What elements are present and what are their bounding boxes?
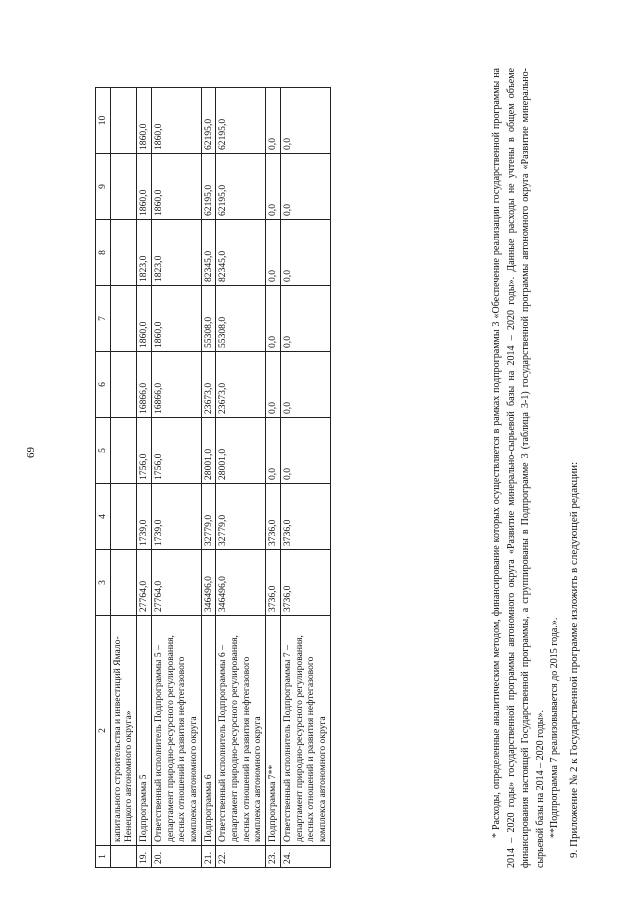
- value-cell: 82345,0: [216, 220, 266, 286]
- value-cell: 0,0: [266, 220, 281, 286]
- row-name: Ответственный исполнитель Подпрограммы 5 – департамент природно-ресурсного регулирования, лесных отношений и развития нефтегазового комплекса автономного округа: [151, 616, 201, 846]
- financing-table: [95, 87, 331, 868]
- value-cell: 62195,0: [201, 88, 216, 154]
- value-cell: 346496,0: [201, 550, 216, 616]
- value-cell: 16866,0: [137, 352, 152, 418]
- value-cell: 3736,0: [280, 484, 330, 550]
- value-cell: 55308,0: [201, 286, 216, 352]
- value-cell: 1739,0: [137, 484, 152, 550]
- value-cell: 32779,0: [216, 484, 266, 550]
- value-cell: 1756,0: [137, 418, 152, 484]
- value-cell: 28001,0: [216, 418, 266, 484]
- value-cell: [110, 88, 136, 154]
- table-row: [151, 88, 201, 868]
- row-number: 21.: [201, 846, 216, 868]
- value-cell: 3736,0: [266, 550, 281, 616]
- header-cell: 4: [96, 484, 111, 550]
- value-cell: 0,0: [266, 352, 281, 418]
- value-cell: 27764,0: [151, 550, 201, 616]
- value-cell: 1860,0: [137, 286, 152, 352]
- value-cell: [110, 286, 136, 352]
- table-row: [266, 88, 281, 868]
- row-number: [110, 846, 136, 868]
- value-cell: 0,0: [280, 88, 330, 154]
- value-cell: 0,0: [266, 418, 281, 484]
- row-name: Ответственный исполнитель Подпрограммы 7 – департамент природно-ресурсного регулирования, лесных отношений и развития нефтегазового комплекса автономного округа: [280, 616, 330, 846]
- value-cell: 0,0: [280, 220, 330, 286]
- value-cell: 27764,0: [137, 550, 152, 616]
- value-cell: 1860,0: [151, 154, 201, 220]
- row-number: 22.: [216, 846, 266, 868]
- header-cell: 2: [96, 616, 111, 846]
- value-cell: 62195,0: [216, 154, 266, 220]
- value-cell: 55308,0: [216, 286, 266, 352]
- header-cell: 10: [96, 88, 111, 154]
- value-cell: 0,0: [280, 418, 330, 484]
- value-cell: 3736,0: [266, 484, 281, 550]
- table-body: [96, 88, 331, 868]
- value-cell: 1860,0: [137, 88, 152, 154]
- value-cell: 23673,0: [201, 352, 216, 418]
- row-number: 23.: [266, 846, 281, 868]
- rotated-page-content: [95, 53, 615, 868]
- value-cell: 62195,0: [216, 88, 266, 154]
- value-cell: 0,0: [266, 88, 281, 154]
- table-row: [280, 88, 330, 868]
- value-cell: 62195,0: [201, 154, 216, 220]
- table-row: [201, 88, 216, 868]
- footnote-2: **Подпрограмма 7 реализовывается до 2015 года.».: [549, 617, 560, 838]
- value-cell: 0,0: [280, 352, 330, 418]
- row-number: 24.: [280, 846, 330, 868]
- header-cell: 1: [96, 846, 111, 868]
- page-number: 69: [25, 447, 37, 458]
- header-cell: 9: [96, 154, 111, 220]
- value-cell: 346496,0: [216, 550, 266, 616]
- header-cell: 7: [96, 286, 111, 352]
- value-cell: 1860,0: [137, 154, 152, 220]
- value-cell: [110, 154, 136, 220]
- value-cell: 32779,0: [201, 484, 216, 550]
- value-cell: 0,0: [280, 286, 330, 352]
- table-row: [216, 88, 266, 868]
- value-cell: [110, 550, 136, 616]
- table-row: [110, 88, 136, 868]
- header-cell: 3: [96, 550, 111, 616]
- header-cell: 5: [96, 418, 111, 484]
- row-number: 20.: [151, 846, 201, 868]
- row-name: Подпрограмма 7**: [266, 616, 281, 846]
- value-cell: 82345,0: [201, 220, 216, 286]
- value-cell: [110, 484, 136, 550]
- row-name: капитального строительства и инвестиций Ямало-Ненецкого автономного округа»: [110, 616, 136, 846]
- header-cell: 8: [96, 220, 111, 286]
- value-cell: 16866,0: [151, 352, 201, 418]
- value-cell: [110, 418, 136, 484]
- value-cell: [110, 352, 136, 418]
- value-cell: 1860,0: [151, 286, 201, 352]
- value-cell: 0,0: [266, 154, 281, 220]
- value-cell: 1823,0: [151, 220, 201, 286]
- header-cell: 6: [96, 352, 111, 418]
- item-9: 9. Приложение № 2 к Государственной программе изложить в следующей редакции:: [567, 461, 580, 858]
- row-name: Ответственный исполнитель Подпрограммы 6 – департамент природно-ресурсного регулирования, лесных отношений и развития нефтегазового комплекса автономного округа: [216, 616, 266, 846]
- value-cell: 28001,0: [201, 418, 216, 484]
- table-row: [137, 88, 152, 868]
- value-cell: 0,0: [266, 286, 281, 352]
- row-name: Подпрограмма 5: [137, 616, 152, 846]
- footnotes: [490, 68, 582, 868]
- footnote-1: * Расходы, определенные аналитическим методом, финансирование которых осуществляется в рамках подпрограммы 3 «Обеспечение реализации государственной программы на 2014 – 2020 годы» государственной программы автономного округа «Развитие минерально-сырьевой базы на 2014 – 2020 годы». Данные расходы не учтены в общем объеме финансирования настоящей Государственной программы, а сгруппированы в Подпрограмме 3 (таблица 3-1) государственной программы автономного округа «Развитие минерально-сырьевой базы на 2014 – 2020 годы».: [491, 68, 546, 868]
- value-cell: [110, 220, 136, 286]
- value-cell: 1860,0: [151, 88, 201, 154]
- value-cell: 23673,0: [216, 352, 266, 418]
- value-cell: 0,0: [280, 154, 330, 220]
- row-number: 19.: [137, 846, 152, 868]
- value-cell: 3736,0: [280, 550, 330, 616]
- value-cell: 1739,0: [151, 484, 201, 550]
- value-cell: 1756,0: [151, 418, 201, 484]
- value-cell: 1823,0: [137, 220, 152, 286]
- row-name: Подпрограмма 6: [201, 616, 216, 846]
- table-header-row: [96, 88, 111, 868]
